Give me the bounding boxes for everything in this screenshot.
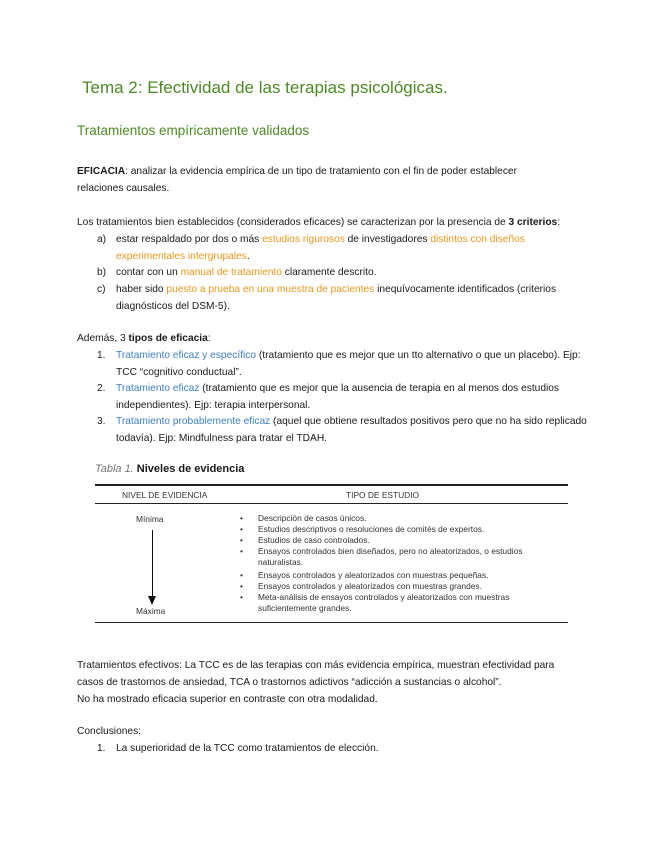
eficacia-label: EFICACIA [77,166,126,177]
evidence-arrow [152,530,153,597]
type-item: 3. Tratamiento probablemente eficaz (aquel que obtiene resultados positivos pero que no ha sido replicado todavía). Ejp: Mindfulness para tratar el TDAH. [97,416,587,444]
types-intro: Además, 3 tipos de eficacia: [77,333,211,344]
table-header-study: TIPO DE ESTUDIO [346,490,420,500]
table-bottom-rule [95,622,568,623]
criteria-intro: Los tratamientos bien establecidos (considerados eficaces) se caracterizan por la presencia de 3 criterios: [77,217,561,228]
page-title: Tema 2: Efectividad de las terapias psicológicas. [82,78,448,97]
table-row: • Estudios de caso controlados. [240,535,370,545]
criteria-item: c) haber sido puesto a prueba en una muestra de pacientes inequívocamente identificados (criterios diagnósticos del DSM-5). [97,284,557,312]
criteria-item: a) estar respaldado por dos o más estudios rigurosos de investigadores distintos con diseños experimentales intergrupales. [97,234,525,262]
type-item: 1. Tratamiento eficaz y específico (tratamiento que es mejor que un tto alternativo o que un placebo). Ejp: TCC “cognitivo conductual”. [97,350,581,378]
table-top-rule [95,484,568,486]
criteria-item: b) contar con un manual de tratamiento claramente descrito. [97,267,377,278]
table-header-level: NIVEL DE EVIDENCIA [122,490,208,500]
effective-paragraph: Tratamientos efectivos: La TCC es de las terapias con más evidencia empírica, muestran efectividad para casos de trastornos de ansiedad, TCA o trastornos adictivos “adicción a sustancias o alcohol”. No ha mostrado eficacia superior en contraste con otra modalidad. [77,660,555,705]
min-level-label: Mínima [136,514,164,524]
table-caption: Tabla 1. Niveles de evidencia [95,463,245,475]
table-row: • Ensayos controlados bien diseñados, pero no aleatorizados, o estudios naturalistas. [240,546,523,567]
type-item: 2. Tratamiento eficaz (tratamiento que es mejor que la ausencia de terapia en al menos dos estudios independientes). Ejp: terapia interpersonal. [97,383,560,411]
table-row: • Descripción de casos únicos. [240,513,367,523]
table-row: • Ensayos controlados y aleatorizados con muestras pequeñas. [240,570,489,580]
conclusion-item: 1. La superioridad de la TCC como tratamientos de elección. [97,743,379,754]
arrowhead-icon [148,596,156,605]
table-row: • Meta-análisis de ensayos controlados y aleatorizados con muestras suficientemente grandes. [240,592,510,613]
section-heading: Tratamientos empíricamente validados [77,123,310,138]
conclusions-label: Conclusiones: [77,726,141,737]
table-header-rule [95,503,568,504]
table-row: • Ensayos controlados y aleatorizados con muestras grandes. [240,581,482,591]
max-level-label: Máxima [136,606,166,616]
eficacia-paragraph: EFICACIA: analizar la evidencia empírica de un tipo de tratamiento con el fin de poder establecer relaciones causales. [77,166,517,194]
table-row: • Estudios descriptivos o resoluciones de comités de expertos. [240,524,485,534]
